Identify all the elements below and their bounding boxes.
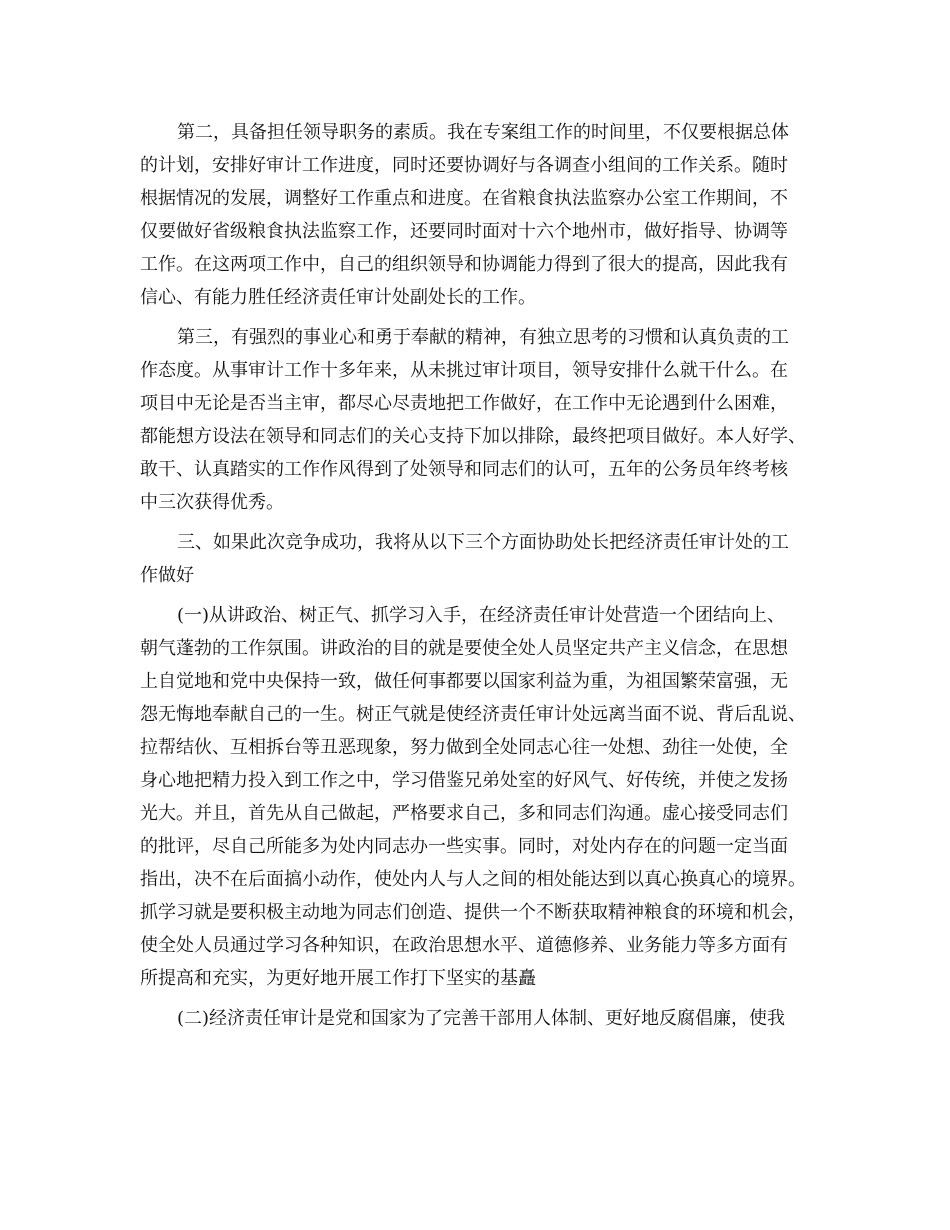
text-line: 怨无悔地奉献自己的一生。树正气就是使经济责任审计处远离当面不说、背后乱说、 (140, 704, 806, 725)
text-line: 朝气蓬勃的工作氛围。讲政治的目的就是要使全处人员坚定共产主义信念，在思想 (140, 638, 788, 659)
text-line: 都能想方设法在领导和同志们的关心支持下加以排除，最终把项目做好。本人好学、 (140, 426, 806, 447)
paragraph-item-two (140, 1002, 830, 1035)
section-heading-three (140, 526, 830, 592)
text-line: 光大。并且，首先从自己做起，严格要求自己，多和同志们沟通。虚心接受同志们 (140, 803, 788, 824)
text-line: 仅要做好省级粮食执法监察工作，还要同时面对十六个地州市，做好指导、协调等 (140, 221, 788, 242)
text-line: 拉帮结伙、互相拆台等丑恶现象，努力做到全处同志心往一处想、劲往一处使，全 (140, 737, 788, 758)
text-line: 所提高和充实，为更好地开展工作打下坚实的基矗 (140, 968, 536, 989)
text-line: 的批评，尽自己所能多为处内同志办一些实事。同时，对处内存在的问题一定当面 (140, 836, 788, 857)
text-line: (二)经济责任审计是党和国家为了完善干部用人体制、更好地反腐倡廉，使我 (177, 1008, 786, 1029)
text-line: 的计划，安排好审计工作进度，同时还要协调好与各调查小组间的工作关系。随时 (140, 155, 788, 176)
text-line: 抓学习就是要积极主动地为同志们创造、提供一个不断获取精神粮食的环境和机会， (140, 902, 806, 923)
text-line: 敢干、认真踏实的工作作风得到了处领导和同志们的认可，五年的公务员年终考核 (140, 459, 788, 480)
paragraph-dedication (140, 321, 830, 519)
text-line: 三、如果此次竞争成功，我将从以下三个方面协助处长把经济责任审计处的工 (177, 532, 789, 553)
text-line: 根据情况的发展，调整好工作重点和进度。在省粮食执法监察办公室工作期间，不 (140, 188, 788, 209)
text-line: 第二，具备担任领导职务的素质。我在专案组工作的时间里，不仅要根据总体 (177, 122, 789, 143)
text-line: 作态度。从事审计工作十多年来，从未挑过审计项目，领导安排什么就干什么。在 (140, 360, 788, 381)
text-line: 指出，决不在后面搞小动作，使处内人与人之间的相处能达到以真心换真心的境界。 (140, 869, 806, 890)
paragraph-qualification-leadership (140, 116, 830, 314)
text-line: 信心、有能力胜任经济责任审计处副处长的工作。 (140, 287, 536, 308)
text-line: 工作。在这两项工作中，自己的组织领导和协调能力得到了很大的提高，因此我有 (140, 254, 788, 275)
text-line: 使全处人员通过学习各种知识，在政治思想水平、道德修养、业务能力等多方面有 (140, 935, 788, 956)
text-line: 中三次获得优秀。 (140, 492, 284, 513)
text-line: 身心地把精力投入到工作之中，学习借鉴兄弟处室的好风气、好传统，并使之发扬 (140, 770, 788, 791)
text-line: 上自觉地和党中央保持一致，做任何事都要以国家利益为重，为祖国繁荣富强，无 (140, 671, 788, 692)
text-line: (一)从讲政治、树正气、抓学习入手，在经济责任审计处营造一个团结向上、 (177, 605, 786, 626)
text-line: 作做好 (140, 565, 194, 586)
paragraph-item-one (140, 599, 830, 995)
text-line: 项目中无论是否当主审，都尽心尽责地把工作做好，在工作中无论遇到什么困难， (140, 393, 788, 414)
document-body (140, 116, 830, 1042)
text-line: 第三，有强烈的事业心和勇于奉献的精神，有独立思考的习惯和认真负责的工 (177, 327, 789, 348)
